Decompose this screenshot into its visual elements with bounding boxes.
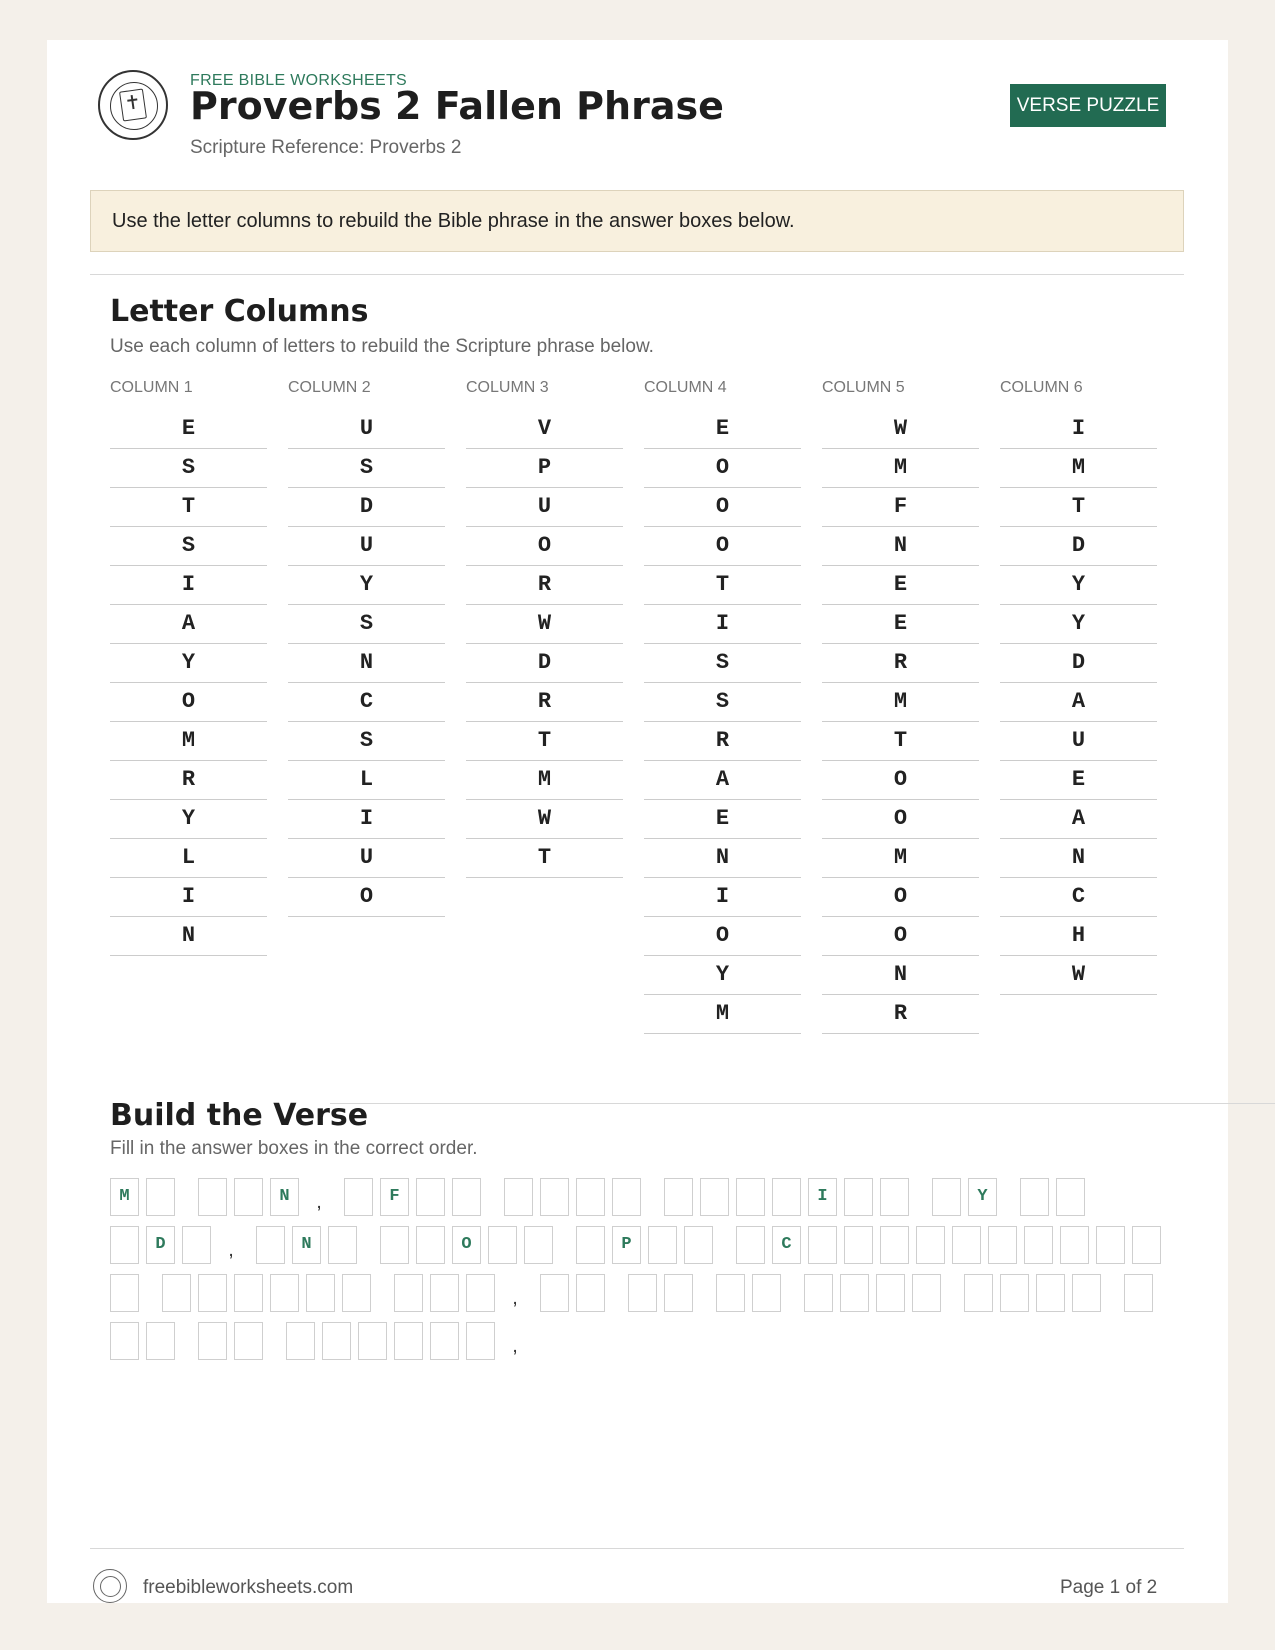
letter-cell: O (822, 761, 979, 800)
answer-box[interactable]: Y (968, 1178, 997, 1216)
letter-cell: M (110, 722, 267, 761)
letter-columns-description: Use each column of letters to rebuild the Scripture phrase below. (110, 336, 654, 357)
letter-cell: M (466, 761, 623, 800)
answer-row (110, 1274, 1180, 1322)
column-label: COLUMN 4 (644, 379, 727, 396)
letter-cell: F (822, 488, 979, 527)
answer-box[interactable] (880, 1178, 909, 1216)
letter-cell: A (1000, 800, 1157, 839)
letter-cell: T (644, 566, 801, 605)
answer-box[interactable] (912, 1274, 941, 1312)
answer-box[interactable] (684, 1226, 713, 1264)
answer-box[interactable]: N (292, 1226, 321, 1264)
letter-cell: W (466, 800, 623, 839)
answer-box[interactable] (576, 1226, 605, 1264)
letter-cell: R (822, 995, 979, 1034)
answer-box[interactable] (524, 1226, 553, 1264)
letter-cell: Y (1000, 605, 1157, 644)
answer-box[interactable] (612, 1178, 641, 1216)
letter-cell: M (644, 995, 801, 1034)
letter-cell: W (822, 410, 979, 449)
site-kicker: FREE BIBLE WORKSHEETS (190, 72, 408, 89)
answer-box[interactable] (322, 1322, 351, 1360)
answer-row (110, 1322, 1180, 1370)
verse-puzzle-badge: VERSE PUZZLE (1010, 84, 1166, 127)
answer-box[interactable] (876, 1274, 905, 1312)
letter-cell: N (1000, 839, 1157, 878)
letter-cell: I (288, 800, 445, 839)
letter-cell: H (1000, 917, 1157, 956)
answer-box[interactable] (504, 1178, 533, 1216)
letter-columns-heading: Letter Columns (110, 294, 369, 329)
answer-box[interactable] (808, 1226, 837, 1264)
letter-column (1000, 378, 1157, 995)
answer-box[interactable] (162, 1274, 191, 1312)
punctuation: , (512, 1287, 518, 1309)
letter-cell: N (110, 917, 267, 956)
footer-site: freebibleworksheets.com (143, 1577, 354, 1598)
letter-cell: I (644, 878, 801, 917)
footer-divider (90, 1548, 1184, 1549)
letter-column (466, 378, 623, 878)
letter-cell: I (1000, 410, 1157, 449)
answer-box[interactable] (380, 1226, 409, 1264)
scripture-reference: Scripture Reference: Proverbs 2 (190, 137, 462, 158)
letter-column (822, 378, 979, 1034)
answer-box[interactable] (1096, 1226, 1125, 1264)
build-verse-heading: Build the Verse (110, 1098, 369, 1133)
answer-box[interactable] (430, 1322, 459, 1360)
answer-box[interactable] (488, 1226, 517, 1264)
letter-cell: P (466, 449, 623, 488)
answer-box[interactable] (628, 1274, 657, 1312)
answer-box[interactable] (466, 1274, 495, 1312)
letter-column (288, 378, 445, 917)
answer-box[interactable] (344, 1178, 373, 1216)
letter-cell: D (288, 488, 445, 527)
letter-column (644, 378, 801, 1034)
letter-cell: N (288, 644, 445, 683)
letter-cell: C (1000, 878, 1157, 917)
answer-box[interactable] (198, 1322, 227, 1360)
letter-cell: E (822, 605, 979, 644)
answer-box[interactable] (430, 1274, 459, 1312)
answer-box[interactable] (540, 1178, 569, 1216)
letter-cell: Y (110, 644, 267, 683)
letter-cell: R (644, 722, 801, 761)
answer-box[interactable] (270, 1274, 299, 1312)
answer-box[interactable] (648, 1226, 677, 1264)
page-number: Page 1 of 2 (1060, 1577, 1158, 1598)
letter-cell: S (644, 644, 801, 683)
letter-cell: E (1000, 761, 1157, 800)
letter-cell: V (466, 410, 623, 449)
answer-box[interactable]: C (772, 1226, 801, 1264)
column-label: COLUMN 1 (110, 379, 193, 396)
answer-box[interactable] (1072, 1274, 1101, 1312)
build-verse-description: Fill in the answer boxes in the correct order. (110, 1138, 478, 1159)
letter-cell: E (110, 410, 267, 449)
answer-box[interactable] (146, 1178, 175, 1216)
answer-box[interactable]: M (110, 1178, 139, 1216)
letter-cell: T (466, 722, 623, 761)
answer-box[interactable] (1060, 1226, 1089, 1264)
letter-cell: W (466, 605, 623, 644)
answer-box[interactable] (466, 1322, 495, 1360)
answer-box[interactable] (844, 1178, 873, 1216)
answer-box[interactable]: N (270, 1178, 299, 1216)
answer-box[interactable] (416, 1226, 445, 1264)
answer-box[interactable] (700, 1178, 729, 1216)
answer-box[interactable] (752, 1274, 781, 1312)
letter-cell: O (644, 488, 801, 527)
answer-box[interactable] (234, 1322, 263, 1360)
letter-cell: S (288, 449, 445, 488)
letter-cell: M (822, 839, 979, 878)
answer-box[interactable] (394, 1274, 423, 1312)
answer-row (110, 1226, 1180, 1274)
answer-box[interactable] (256, 1226, 285, 1264)
letter-cell: S (288, 605, 445, 644)
letter-cell: O (644, 917, 801, 956)
letter-cell: T (822, 722, 979, 761)
letter-cell: L (110, 839, 267, 878)
letter-cell: O (822, 917, 979, 956)
answer-box[interactable] (736, 1178, 765, 1216)
answer-box[interactable] (844, 1226, 873, 1264)
answer-box[interactable] (716, 1274, 745, 1312)
letter-cell: N (822, 527, 979, 566)
answer-box[interactable] (1124, 1274, 1153, 1312)
column-label: COLUMN 6 (1000, 379, 1083, 396)
letter-column (110, 378, 267, 956)
answer-box[interactable] (772, 1178, 801, 1216)
answer-box[interactable] (664, 1178, 693, 1216)
letter-cell: I (110, 566, 267, 605)
answer-box[interactable] (198, 1178, 227, 1216)
letter-cell: M (822, 683, 979, 722)
answer-box[interactable] (1132, 1226, 1161, 1264)
answer-box[interactable] (306, 1274, 335, 1312)
letter-cell: U (1000, 722, 1157, 761)
letter-cell: T (466, 839, 623, 878)
letter-cell: U (288, 410, 445, 449)
letter-cell: U (288, 527, 445, 566)
answer-box[interactable] (664, 1274, 693, 1312)
letter-cell: E (644, 410, 801, 449)
letter-cell: R (110, 761, 267, 800)
letter-cell: N (644, 839, 801, 878)
letter-cell: Y (288, 566, 445, 605)
letter-cell: C (288, 683, 445, 722)
answer-box[interactable] (1024, 1226, 1053, 1264)
answer-boxes (110, 1178, 1180, 1370)
letter-cell: N (822, 956, 979, 995)
letter-cell: O (644, 449, 801, 488)
answer-box[interactable]: P (612, 1226, 641, 1264)
answer-box[interactable] (840, 1274, 869, 1312)
letter-cell: D (466, 644, 623, 683)
answer-box[interactable] (576, 1178, 605, 1216)
letter-cell: I (644, 605, 801, 644)
answer-box[interactable] (1020, 1178, 1049, 1216)
letter-cell: T (1000, 488, 1157, 527)
answer-box[interactable] (916, 1226, 945, 1264)
answer-row (110, 1178, 1180, 1226)
instruction-text: Use the letter columns to rebuild the Bible phrase in the answer boxes below. (112, 209, 795, 232)
page-title: Proverbs 2 Fallen Phrase (190, 84, 724, 128)
punctuation: , (512, 1335, 518, 1357)
answer-box[interactable] (1056, 1178, 1085, 1216)
letter-cell: Y (644, 956, 801, 995)
letter-cell: E (644, 800, 801, 839)
footer-logo-icon (93, 1569, 127, 1603)
answer-box[interactable] (1000, 1274, 1029, 1312)
answer-box[interactable] (452, 1178, 481, 1216)
answer-box[interactable] (146, 1322, 175, 1360)
letter-cell: O (822, 800, 979, 839)
answer-box[interactable] (880, 1226, 909, 1264)
instruction-box (90, 190, 1184, 252)
letter-cell: T (110, 488, 267, 527)
logo-icon (98, 70, 168, 140)
letter-cell: R (466, 566, 623, 605)
letter-cell: I (110, 878, 267, 917)
letter-cell: O (110, 683, 267, 722)
letter-cell: Y (110, 800, 267, 839)
letter-cell: A (1000, 683, 1157, 722)
letter-cell: L (288, 761, 445, 800)
answer-box[interactable] (964, 1274, 993, 1312)
letter-cell: W (1000, 956, 1157, 995)
letter-cell: Y (1000, 566, 1157, 605)
letter-cell: O (466, 527, 623, 566)
answer-box[interactable] (110, 1322, 139, 1360)
letter-cell: A (644, 761, 801, 800)
letter-cell: M (1000, 449, 1157, 488)
letter-cell: S (644, 683, 801, 722)
answer-box[interactable] (358, 1322, 387, 1360)
answer-box[interactable] (932, 1178, 961, 1216)
answer-box[interactable] (110, 1226, 139, 1264)
answer-box[interactable] (1036, 1274, 1065, 1312)
divider (90, 274, 1184, 275)
letter-cell: E (822, 566, 979, 605)
punctuation: , (316, 1191, 322, 1213)
answer-box[interactable] (110, 1274, 139, 1312)
letter-cell: O (644, 527, 801, 566)
answer-box[interactable] (736, 1226, 765, 1264)
answer-box[interactable] (328, 1226, 357, 1264)
letter-cell: R (466, 683, 623, 722)
answer-box[interactable]: I (808, 1178, 837, 1216)
divider (330, 1103, 1275, 1104)
column-label: COLUMN 2 (288, 379, 371, 396)
letter-cell: U (466, 488, 623, 527)
letter-cell: O (822, 878, 979, 917)
answer-box[interactable] (234, 1178, 263, 1216)
column-label: COLUMN 5 (822, 379, 905, 396)
answer-box[interactable] (234, 1274, 263, 1312)
letter-cell: M (822, 449, 979, 488)
letter-cell: S (110, 449, 267, 488)
letter-cell: U (288, 839, 445, 878)
letter-cell: R (822, 644, 979, 683)
answer-box[interactable] (540, 1274, 569, 1312)
answer-box[interactable] (804, 1274, 833, 1312)
answer-box[interactable] (198, 1274, 227, 1312)
letter-cell: S (110, 527, 267, 566)
answer-box[interactable] (394, 1322, 423, 1360)
answer-box[interactable] (952, 1226, 981, 1264)
answer-box[interactable] (988, 1226, 1017, 1264)
letter-cell: S (288, 722, 445, 761)
answer-box[interactable] (286, 1322, 315, 1360)
letter-cell: D (1000, 644, 1157, 683)
column-label: COLUMN 3 (466, 379, 549, 396)
answer-box[interactable]: F (380, 1178, 409, 1216)
answer-box[interactable] (342, 1274, 371, 1312)
answer-box[interactable] (182, 1226, 211, 1264)
letter-cell: A (110, 605, 267, 644)
answer-box[interactable]: D (146, 1226, 175, 1264)
letter-cell: D (1000, 527, 1157, 566)
answer-box[interactable] (576, 1274, 605, 1312)
answer-box[interactable] (416, 1178, 445, 1216)
letter-cell: O (288, 878, 445, 917)
punctuation: , (228, 1239, 234, 1261)
answer-box[interactable]: O (452, 1226, 481, 1264)
